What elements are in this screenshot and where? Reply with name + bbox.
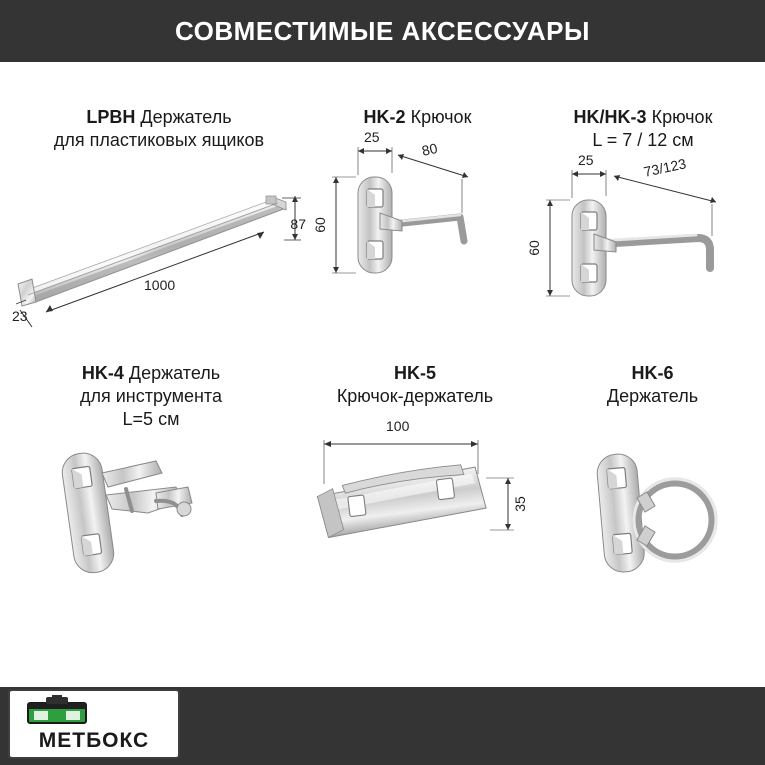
accessory-name: Держатель: [140, 107, 232, 127]
dimension-label: 73/123: [642, 155, 688, 180]
accessory-name: Крючок-держатель: [336, 386, 494, 407]
accessory-card-hk3: [525, 106, 758, 356]
accessory-caption: [6, 362, 296, 431]
page-header: [0, 0, 765, 62]
hk5-drawing: [290, 430, 540, 630]
accessory-code: HK/HK-3: [573, 107, 647, 127]
dimension-label: 87: [290, 216, 306, 233]
accessory-caption: [290, 362, 540, 408]
accessories-grid: [0, 62, 765, 687]
page-footer: [0, 687, 765, 765]
hk2-drawing: [310, 129, 525, 319]
accessory-name: Держатель: [606, 386, 699, 407]
toolbox-icon: [26, 695, 88, 725]
accessory-figure-hk6: [545, 436, 760, 636]
accessory-caption: [528, 106, 758, 152]
accessory-caption: [545, 362, 760, 408]
dimension-label: 60: [525, 240, 542, 256]
dimension-label: 35: [511, 496, 528, 512]
accessory-card-hk4: [6, 362, 296, 662]
hk3-drawing: [525, 152, 758, 342]
accessory-name-line3: L=5 см: [122, 409, 180, 430]
accessory-card-hk2: [310, 106, 525, 356]
accessory-caption: [310, 106, 525, 129]
dimension-label: 23: [12, 308, 28, 325]
accessory-code: HK-4: [81, 363, 124, 383]
accessory-name: Держатель: [128, 363, 221, 383]
accessory-figure-hk3: [525, 152, 758, 342]
lpbh-drawing: [14, 152, 304, 332]
hk4-drawing: [6, 431, 296, 611]
accessory-code: HK-2: [363, 107, 406, 127]
dimension-label: 25: [578, 152, 594, 169]
hk6-drawing: [545, 436, 760, 636]
brand-logo: [8, 689, 180, 759]
dimension-label: 60: [311, 217, 328, 233]
dimension-label: 25: [364, 129, 380, 146]
accessory-caption: [14, 106, 304, 152]
accessory-card-hk5: [290, 362, 540, 662]
accessory-figure-hk2: [310, 129, 525, 319]
accessory-figure-hk4: [6, 431, 296, 611]
accessory-card-hk6: [545, 362, 760, 662]
dimension-label: 100: [386, 418, 410, 435]
accessory-card-lpbh: [14, 106, 304, 356]
dimension-label: 1000: [144, 277, 176, 294]
accessory-figure-hk5: [290, 418, 540, 630]
accessory-name-line2: L = 7 / 12 см: [592, 130, 694, 151]
brand-name: МЕТБОКС: [38, 729, 150, 752]
accessory-code: HK-5: [393, 363, 436, 383]
accessory-name: Крючок: [651, 107, 713, 127]
accessory-name: Крючок: [410, 107, 472, 127]
accessory-name-line2: для пластиковых ящиков: [53, 130, 265, 151]
dimension-label: 80: [420, 139, 439, 159]
accessory-code: LPBH: [86, 107, 136, 127]
page-title: СОВМЕСТИМЫЕ АКСЕССУАРЫ: [175, 15, 590, 46]
accessory-name-line2: для инструмента: [80, 386, 222, 407]
accessory-figure-lpbh: [14, 152, 304, 332]
accessory-code: HK-6: [631, 363, 674, 383]
